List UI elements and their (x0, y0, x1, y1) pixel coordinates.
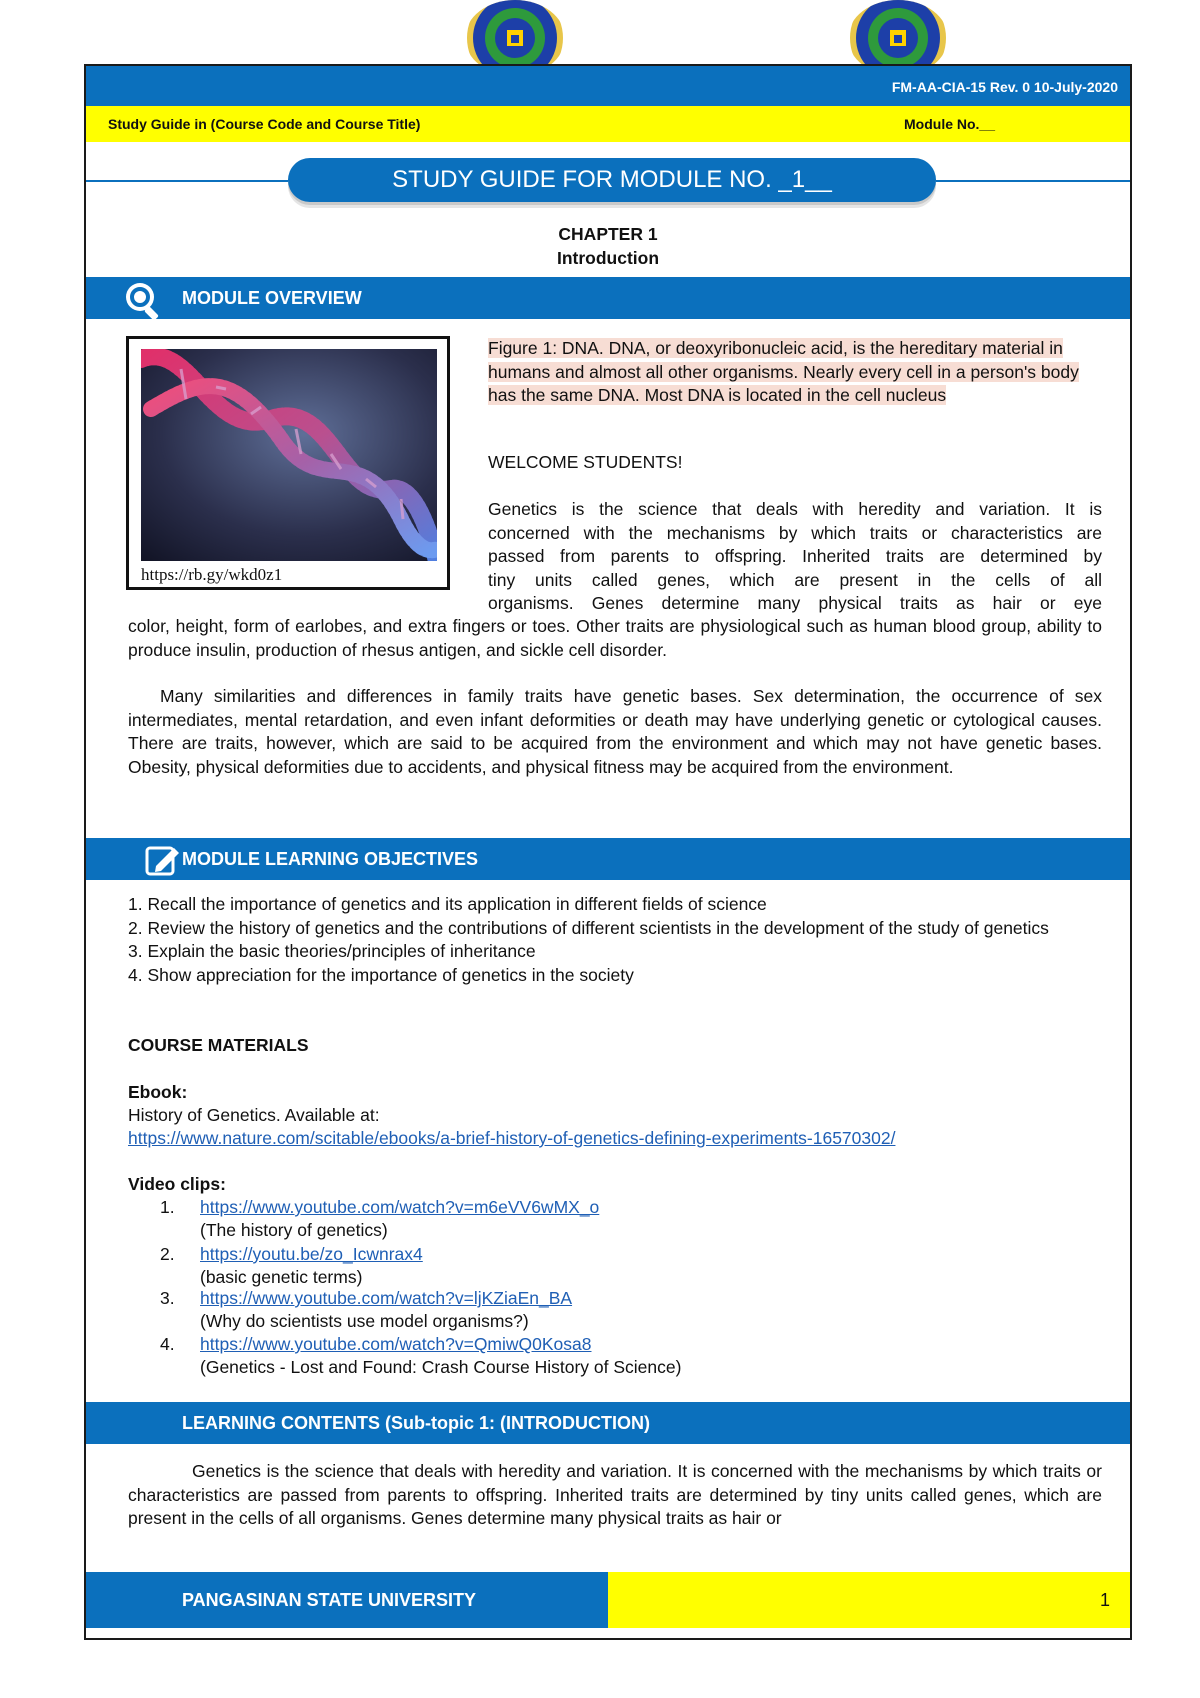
video-clips-label: Video clips: (128, 1174, 226, 1194)
video-link[interactable]: https://www.youtube.com/watch?v=ljKZiaEn_BA (200, 1288, 573, 1308)
chapter-heading (86, 222, 1130, 270)
dna-image (141, 349, 437, 561)
header-band (86, 66, 1130, 106)
figure-caption-text: Figure 1: DNA. DNA, or deoxyribonucleic acid, is the hereditary material in humans and almost all other organisms. Nearly every cell in a person's body has the same DNA. Most DNA is located in the cell nucleus (488, 338, 1079, 405)
video-description: (Why do scientists use model organisms?) (200, 1311, 529, 1331)
video-description: (Genetics - Lost and Found: Crash Course History of Science) (200, 1357, 682, 1377)
figure-caption (488, 337, 1098, 408)
video-link[interactable]: https://www.youtube.com/watch?v=QmiwQ0Kosa8 (200, 1334, 592, 1354)
course-materials-heading: COURSE MATERIALS (128, 1035, 309, 1055)
objective-item: 1. Recall the importance of genetics and its application in different fields of science (128, 894, 767, 914)
paragraph-line: concerned with the mechanisms by which traits or characteristics are (488, 522, 1102, 543)
learning-contents-heading: LEARNING CONTENTS (Sub-topic 1: (INTRODUCTION) (182, 1413, 650, 1433)
form-code: FM-AA-CIA-15 Rev. 0 10-July-2020 (891, 79, 1118, 95)
overview-heading: MODULE OVERVIEW (182, 288, 362, 308)
objective-item: 2. Review the history of genetics and the contributions of different scientists in the development of the study of genetics (128, 917, 1049, 938)
dna-figure (126, 336, 450, 590)
university-name: PANGASINAN STATE UNIVERSITY (182, 1590, 477, 1610)
video-number: 2. (160, 1244, 175, 1264)
subheader-band (86, 106, 1130, 142)
ebook-title: History of Genetics. Available at: (128, 1105, 380, 1125)
page-number: 1 (1099, 1590, 1110, 1610)
paragraph-line: passed from parents to offspring. Inherited traits are determined by (488, 546, 1102, 566)
edit-pencil-icon (144, 842, 182, 883)
objectives-list (128, 893, 1102, 987)
overview-paragraph-1-rest: color, height, form of earlobes, and extra fingers or toes. Other traits are physiological such as human blood group, ability to produce insulin, production of rhesus antigen, and sickle cell disorder. (128, 616, 1102, 660)
chapter-title: Introduction (556, 248, 660, 268)
video-item (160, 1243, 1060, 1287)
study-guide-label: Study Guide in (Course Code and Course Title) (108, 116, 421, 132)
footer-band (86, 1572, 608, 1628)
video-number: 4. (160, 1334, 175, 1354)
video-item (160, 1333, 1060, 1379)
learning-contents-paragraph: Genetics is the science that deals with heredity and variation. It is concerned with the mechanisms by which traits or characteristics are passed from parents to offspring. Inherited traits are determined by tiny units called genes, which are present in the cells of all organisms. Genes determine many physical traits as hair or (128, 1461, 1102, 1528)
footer-page-band (608, 1572, 1130, 1628)
video-link[interactable]: https://www.youtube.com/watch?v=m6eVV6wMX_o (200, 1197, 600, 1217)
ebook-link[interactable]: https://www.nature.com/scitable/ebooks/a-brief-history-of-genetics-defining-experiments-16570302/ (128, 1128, 896, 1148)
chapter-number: CHAPTER 1 (558, 224, 658, 244)
welcome-text: WELCOME STUDENTS! (488, 452, 683, 472)
video-link[interactable]: https://youtu.be/zo_Icwnrax4 (200, 1244, 423, 1264)
learning-contents-bar (86, 1402, 1130, 1444)
overview-bar (86, 277, 1130, 319)
page-title: STUDY GUIDE FOR MODULE NO. _1__ (288, 158, 936, 202)
video-list (160, 1196, 1060, 1379)
video-description: (The history of genetics) (200, 1220, 388, 1240)
image-source-caption: https://rb.gy/wkd0z1 (141, 565, 283, 584)
objective-item: 4. Show appreciation for the importance of genetics in the society (128, 964, 634, 985)
overview-paragraph-1 (488, 498, 1102, 616)
paragraph-line: organisms. Genes determine many physical traits as hair or eye (488, 593, 1102, 613)
objectives-heading: MODULE LEARNING OBJECTIVES (182, 849, 479, 869)
module-no-label: Module No.__ (904, 116, 996, 132)
paragraph-line: Genetics is the science that deals with heredity and variation. It is (488, 499, 1102, 519)
video-item (160, 1287, 1060, 1333)
paragraph-line: tiny units called genes, which are present in the cells of all (488, 569, 1102, 590)
video-number: 3. (160, 1288, 175, 1308)
video-item (160, 1196, 1060, 1243)
objective-item: 3. Explain the basic theories/principles of inheritance (128, 941, 536, 961)
video-description: (basic genetic terms) (200, 1267, 363, 1287)
video-number: 1. (160, 1197, 175, 1217)
ebook-label: Ebook: (128, 1082, 188, 1102)
overview-paragraph-2: Many similarities and differences in family traits have genetic bases. Sex determination, the occurrence of sex intermediates, mental retardation, and even infant deformities or death may have underlying genetic or cytological causes. There are traits, however, which are said to be acquired from the environment and which may not have genetic bases. Obesity, physical deformities due to accidents, and physical fitness may be acquired from the environment. (128, 686, 1102, 777)
objectives-bar (86, 838, 1130, 880)
magnifier-icon (122, 279, 164, 326)
